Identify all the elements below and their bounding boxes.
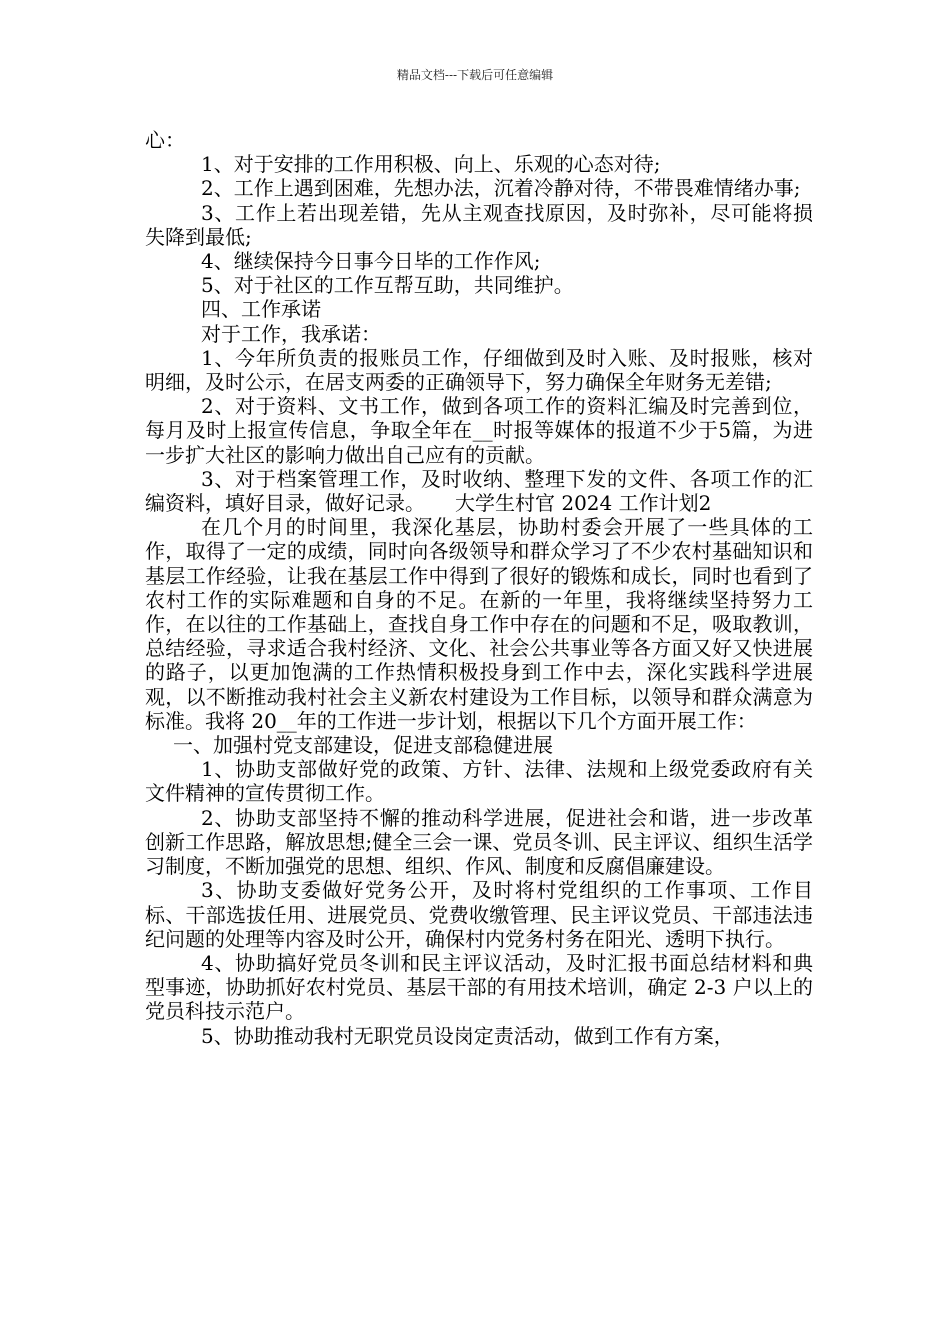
paragraph: 4、协助搞好党员冬训和民主评议活动，及时汇报书面总结材料和典型事迹，协助抓好农村党员、基层干部的有用技术培训，确定 2-3 户以上的党员科技示范户。: [145, 950, 813, 1024]
paragraph: 对于工作，我承诺：: [201, 321, 381, 346]
paragraph: 4、继续保持今日事今日毕的工作作风;: [201, 249, 541, 274]
paragraph: 在几个月的时间里，我深化基层，协助村委会开展了一些具体的工作，取得了一定的成绩，同时向各级领导和群众学习了不少农村基础知识和基层工作经验，让我在基层工作中得到了很好的锻炼和成长，同时也看到了农村工作的实际难题和自身的不足。在新的一年里，我将继续坚持努力工作，在以往的工作基础上，查找自身工作中存在的问题和不足，吸取教训，总结经验，寻求适合我村经济、文化、社会公共事业等各方面又好又快进展的路子，以更加饱满的工作热情积极投身到工作中去，深化实践科学进展观，以不断推动我村社会主义新农村建设为工作目标，以领导和群众满意为标准。我将 20__年的工作进一步计划，根据以下几个方面开展工作：: [145, 515, 813, 733]
paragraph: 1、协助支部做好党的政策、方针、法律、法规和上级党委政府有关文件精神的宣传贯彻工作。: [145, 757, 813, 806]
paragraph: 2、工作上遇到困难，先想办法，沉着冷静对待，不带畏难情绪办事;: [201, 176, 801, 201]
paragraph: 3、对于档案管理工作，及时收纳、整理下发的文件、各项工作的汇编资料，填好目录，做好记录。 大学生村官 2024 工作计划2: [145, 466, 813, 516]
page-header: 精品文档---下载后可任意编辑: [396, 68, 554, 82]
paragraph: 2、协助支部坚持不懈的推动科学进展，促进社会和谐，进一步改革创新工作思路，解放思想;健全三会一课、党员冬训、民主评议、组织生活学习制度，不断加强党的思想、组织、作风、制度和反腐倡廉建设。: [145, 805, 813, 879]
paragraph: 3、协助支委做好党务公开，及时将村党组织的工作事项、工作目标、干部选拔任用、进展党员、党费收缴管理、民主评议党员、干部违法违纪问题的处理等内容及时公开，确保村内党务村务在阳光、透明下执行。: [145, 878, 813, 951]
section-heading: 四、工作承诺: [201, 297, 321, 322]
paragraph: 5、对于社区的工作互帮互助，共同维护。: [201, 273, 574, 298]
paragraph: 5、协助推动我村无职党员设岗定责活动，做到工作有方案，: [201, 1023, 734, 1048]
section-heading: 一、加强村党支部建设，促进支部稳健进展: [173, 733, 553, 758]
paragraph: 心：: [145, 128, 185, 152]
document-body: [145, 128, 813, 1048]
paragraph: 3、工作上若出现差错，先从主观查找原因，及时弥补，尽可能将损失降到最低;: [145, 200, 813, 249]
paragraph: 2、对于资料、文书工作，做到各项工作的资料汇编及时完善到位，每月及时上报宣传信息，争取全年在__时报等媒体的报道不少于5篇，为进一步扩大社区的影响力做出自己应有的贡献。: [145, 394, 813, 467]
paragraph: 1、对于安排的工作用积极、向上、乐观的心态对待;: [201, 152, 661, 177]
paragraph: 1、今年所负责的报账员工作，仔细做到及时入账、及时报账，核对明细，及时公示，在居支两委的正确领导下，努力确保全年财务无差错;: [145, 345, 813, 395]
